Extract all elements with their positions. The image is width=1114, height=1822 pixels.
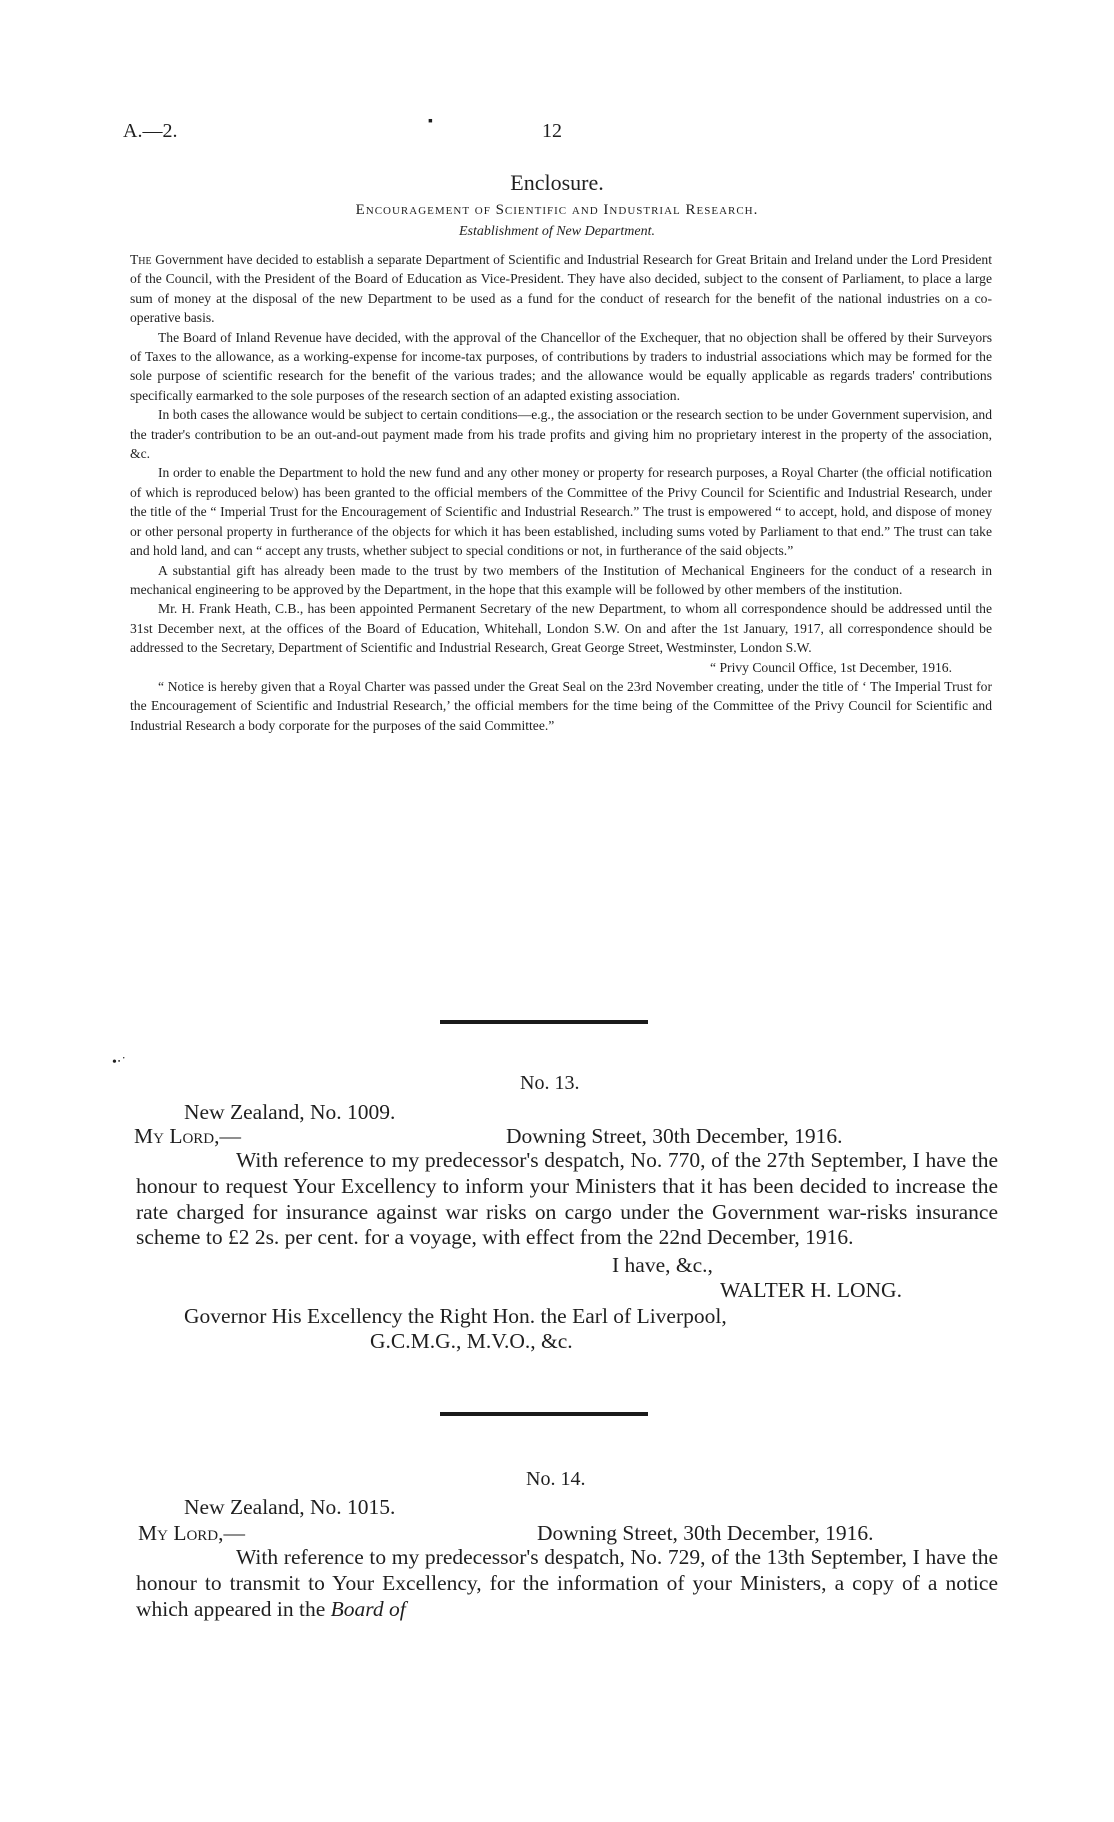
section-divider <box>440 1020 648 1024</box>
enclosure-body <box>130 250 992 735</box>
enclosure-subheading: Establishment of New Department. <box>459 224 655 239</box>
despatch-number-14: No. 14. <box>526 1468 586 1490</box>
enclosure-paragraph: A substantial gift has already been made to the trust by two members of the Institution of Mechanical Engineers for the conduct of a research in mechanical engineering to be approved by the Department, in the hope that this example will be followed by other members of the institution. <box>130 562 992 597</box>
enclosure-paragraph <box>130 250 992 328</box>
royal-charter-notice: “ Notice is hereby given that a Royal Charter was passed under the Great Seal on the 23rd November creating, under the title of ‘ The Imperial Trust for the Encouragement of Scientific and Industrial Research,’ the official members for the time being of the Committee of the Privy Council for Scientific and Industrial Research a body corporate for the purposes of the said Committee.” <box>130 678 992 733</box>
privy-council-date: “ Privy Council Office, 1st December, 1916. <box>710 659 952 675</box>
enclosure-title: Enclosure. <box>510 170 604 195</box>
enclosure-paragraph: In order to enable the Department to hold the new fund and any other money or property for research purposes, a Royal Charter (the official notification of which is reproduced below) has been granted to the official members of the Committee of the Privy Council for Scientific and Industrial Research, under the title of the “ Imperial Trust for the Encouragement of Scientific and Industrial Research.” The trust is empowered “ to accept, hold, and dispose of money or other personal property in furtherance of the objects for which it has been established, including sums voted by Parliament to that end.” The trust can take and hold land, and can “ accept any trusts, whether subject to special conditions or not, in furtherance of the said objects.” <box>130 465 992 559</box>
addressee-line-1: Governor His Excellency the Right Hon. the Earl of Liverpool, <box>184 1304 727 1328</box>
closing-13: I have, &c., <box>612 1253 713 1277</box>
enclosure-paragraph: In both cases the allowance would be subject to certain conditions—e.g., the association or the research section to be under Government supervision, and the trader's contribution to be an out-and-out payment made from his trade profits and giving him no proprietary interest in the property of the association, &c. <box>130 407 992 462</box>
salutation-14: My Lord,— <box>138 1521 246 1545</box>
lead-word: The <box>130 252 152 267</box>
header-dot: ▪ <box>428 114 433 129</box>
salutation-13: My Lord,— <box>134 1124 242 1148</box>
body-italic-text: Board of <box>330 1596 406 1621</box>
addressee-line-2: G.C.M.G., M.V.O., &c. <box>370 1329 573 1353</box>
despatch-body-13 <box>136 1148 998 1251</box>
section-divider <box>440 1412 648 1416</box>
page-number: 12 <box>542 120 562 142</box>
paragraph-text: Government have decided to establish a separate Department of Scientific and Industrial Research for Great Britain and Ireland under the Lord President of the Council, with the President of the Board of Education as Vice-President. They have also decided, subject to the consent of Parliament, to place a large sum of money at the disposal of the new Department to be used as a fund for the conduct of research for the benefit of the national industries on a co-operative basis. <box>130 252 992 326</box>
enclosure-paragraph: The Board of Inland Revenue have decided, with the approval of the Chancellor of the Exchequer, that no objection shall be offered by their Surveyors of Taxes to the allowance, as a working-expense for income-tax purposes, of contributions by traders to industrial associations which may be formed for the sole purpose of scientific research for the benefit of the various trades; and the allowance would be equally applicable as regards traders' contributions specifically earmarked to the sole purposes of the research section of an adapted existing association. <box>130 329 992 403</box>
despatch-ref-14: New Zealand, No. 1015. <box>184 1495 396 1519</box>
page-reference: A.—2. <box>123 120 178 142</box>
body-text-13: With reference to my predecessor's despatch, No. 770, of the 27th September, I have the honour to request Your Excellency to inform your Ministers that it has been decided to increase the rate charged for insurance against war risks on cargo under the Government war-risks insurance scheme to £2 2s. per cent. for a voyage, with effect from the 22nd December, 1916. <box>136 1148 998 1250</box>
signature-13: WALTER H. LONG. <box>720 1278 902 1302</box>
place-date-14: Downing Street, 30th December, 1916. <box>537 1521 874 1545</box>
body-text: With reference to my predecessor's despatch, No. 729, of the 13th September, I have the honour to transmit to Your Excellency, for the information of your Ministers, a copy of a notice which appeared in the <box>136 1545 998 1621</box>
place-date-13: Downing Street, 30th December, 1916. <box>506 1124 843 1148</box>
despatch-body-14 <box>136 1545 998 1622</box>
enclosure-subtitle: Encouragement of Scientific and Industrial Research. <box>355 202 759 218</box>
body-text-14 <box>136 1545 998 1622</box>
enclosure-paragraph: Mr. H. Frank Heath, C.B., has been appointed Permanent Secretary of the new Department, to whom all correspondence should be addressed until the 31st December next, at the offices of the Board of Education, Whitehall, London S.W. On and after the 1st January, 1917, all correspondence should be addressed to the Secretary, Department of Scientific and Industrial Research, Great George Street, Westminster, London S.W. <box>130 601 992 656</box>
despatch-number-13: No. 13. <box>520 1072 580 1094</box>
despatch-ref-13: New Zealand, No. 1009. <box>184 1100 396 1124</box>
margin-mark: •‧˙ <box>112 1055 127 1070</box>
